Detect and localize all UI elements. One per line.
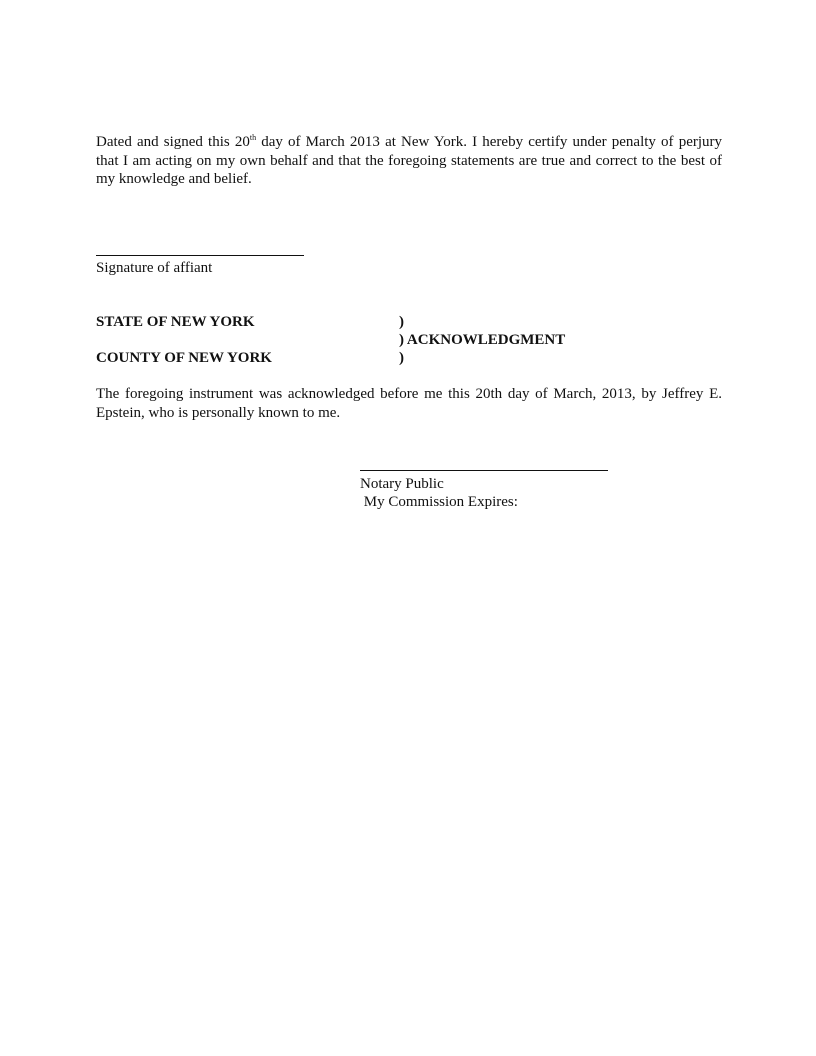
acknowledgment-heading: ) ACKNOWLEDGMENT: [399, 332, 566, 348]
dated-text-start: Dated and signed this 20: [96, 134, 250, 150]
acknowledgment-paragraph: The foregoing instrument was acknowledged before me this 20th day of March, 2013, by Jeffrey E. Epstein, who is personally known to me.: [96, 386, 722, 421]
commission-expires-label: My Commission Expires:: [360, 494, 518, 510]
affiant-signature-label: Signature of affiant: [96, 260, 213, 276]
state-venue: STATE OF NEW YORK: [96, 314, 255, 330]
venue-paren-bottom: ): [399, 350, 404, 366]
dated-text-end: day of March 2013 at New York. I hereby certify under penalty of perjury that I am acting on my own behalf and that the foregoing statements are true and correct to the best of my knowledge and belief.: [96, 134, 723, 188]
notary-public-label: Notary Public: [360, 476, 444, 492]
notary-signature-line: [360, 470, 608, 471]
dated-signed-paragraph: [96, 133, 722, 189]
ordinal-suffix: th: [249, 133, 257, 142]
affiant-signature-line: [96, 255, 304, 256]
county-venue: COUNTY OF NEW YORK: [96, 350, 272, 366]
venue-paren-top: ): [399, 314, 404, 330]
